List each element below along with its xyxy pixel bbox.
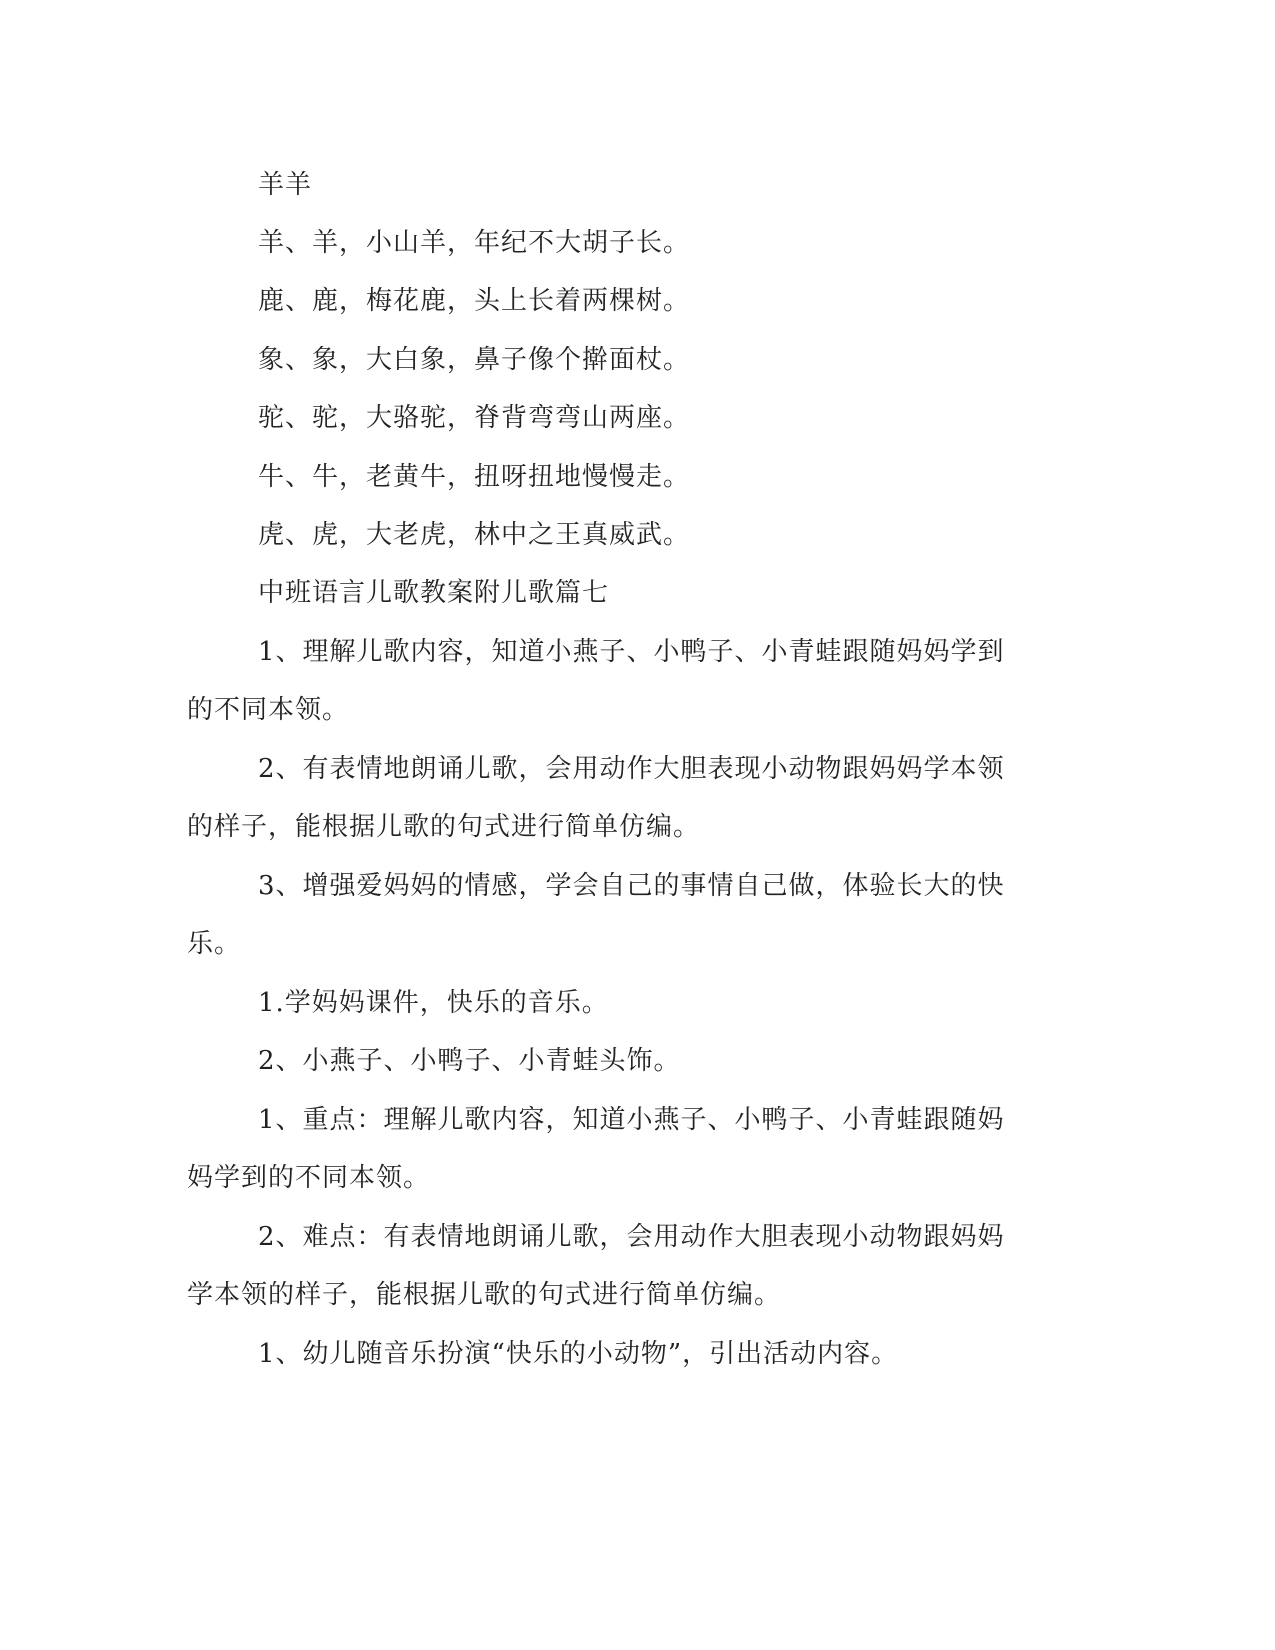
paragraph-line: 1、理解儿歌内容，知道小燕子、小鸭子、小青蛙跟随妈妈学到 — [258, 637, 1005, 667]
paragraph-line: 1、幼儿随音乐扮演“快乐的小动物”，引出活动内容。 — [258, 1339, 899, 1369]
paragraph-line: 3、增强爱妈妈的情感，学会自己的事情自己做，体验长大的快 — [258, 871, 1005, 901]
paragraph-line: 乐。 — [187, 929, 242, 959]
paragraph-line: 妈学到的不同本领。 — [187, 1163, 431, 1193]
paragraph-line: 2、难点：有表情地朗诵儿歌，会用动作大胆表现小动物跟妈妈 — [258, 1222, 1005, 1252]
paragraph-line: 的样子，能根据儿歌的句式进行简单仿编。 — [187, 812, 701, 842]
poem-line-deer: 鹿、鹿，梅花鹿，头上长着两棵树。 — [258, 286, 691, 316]
paragraph-line: 1、重点：理解儿歌内容，知道小燕子、小鸭子、小青蛙跟随妈 — [258, 1105, 1005, 1135]
section-heading: 中班语言儿歌教案附儿歌篇七 — [258, 578, 610, 608]
paragraph-line: 1.学妈妈课件，快乐的音乐。 — [258, 988, 609, 1018]
paragraph-line: 2、有表情地朗诵儿歌，会用动作大胆表现小动物跟妈妈学本领 — [258, 754, 1005, 784]
poem-line-ox: 牛、牛，老黄牛，扭呀扭地慢慢走。 — [258, 462, 691, 492]
poem-line-tiger: 虎、虎，大老虎，林中之王真威武。 — [258, 520, 691, 550]
poem-title: 羊羊 — [258, 170, 313, 200]
poem-line-goat: 羊、羊，小山羊，年纪不大胡子长。 — [258, 228, 691, 258]
poem-line-camel: 驼、驼，大骆驼，脊背弯弯山两座。 — [258, 403, 691, 433]
paragraph-line: 的不同本领。 — [187, 695, 350, 725]
poem-line-elephant: 象、象，大白象，鼻子像个擀面杖。 — [258, 345, 691, 375]
paragraph-line: 2、小燕子、小鸭子、小青蛙头饰。 — [258, 1046, 681, 1076]
paragraph-line: 学本领的样子，能根据儿歌的句式进行简单仿编。 — [187, 1280, 782, 1310]
